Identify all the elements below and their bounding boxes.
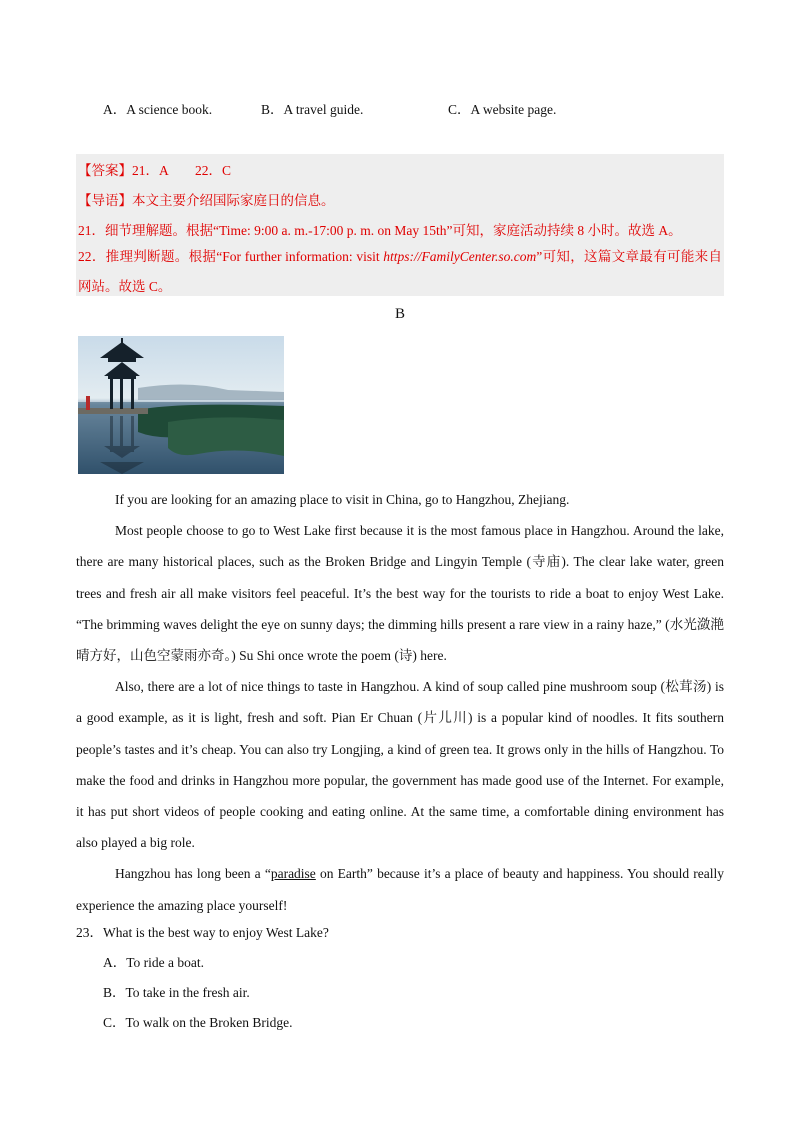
q22-text-start: 22．推理判断题。根据“For further information: visit bbox=[78, 249, 384, 264]
option-b: B．A travel guide. bbox=[261, 102, 364, 117]
guide-text: 本文主要介绍国际家庭日的信息。 bbox=[132, 193, 335, 208]
paragraph-3: Also, there are a lot of nice things to taste in Hangzhou. A kind of soup called pine mushroom soup (松茸汤) is a good example, as it is light, fresh and soft. Pian Er Chuan (片儿川) is a popular kind of noodles. It fits southern people’s tastes and it’s cheap. You can also try Longjing, a kind of green tea. It grows only in the hills of Hangzhou. To make the food and drinks in Hangzhou more popular, the government has made good use of the Internet. For example, it has put short videos of people cooking and eating online. At the same time, a comfortable dining environment has also played a big role. bbox=[76, 679, 724, 851]
underlined-word: paradise bbox=[270, 866, 316, 882]
west-lake-pavilion-photo bbox=[78, 336, 284, 474]
answer-explanation-box bbox=[76, 154, 724, 296]
question-23-option-a: A．To ride a boat. bbox=[103, 955, 205, 970]
q22-explanation bbox=[78, 242, 722, 302]
guide-label: 【导语】 bbox=[78, 193, 132, 208]
section-heading: B bbox=[394, 306, 405, 322]
guide-line bbox=[78, 189, 335, 209]
answer-line bbox=[78, 159, 231, 179]
q22-url: https://FamilyCenter.so.com bbox=[383, 249, 537, 264]
option-a: A．A science book. bbox=[103, 102, 213, 117]
paragraph-4 bbox=[76, 858, 724, 920]
question-23-stem: 23．What is the best way to enjoy West Lake? bbox=[76, 925, 329, 940]
option-c: C．A website page. bbox=[448, 102, 557, 117]
question-23-option-b: B．To take in the fresh air. bbox=[103, 985, 250, 1000]
paragraph-4-end: on Earth” because it’s a place of beauty and happiness. You should really experience the amazing place yourself! bbox=[76, 866, 724, 913]
paragraph-1: If you are looking for an amazing place to visit in China, go to Hangzhou, Zhejiang. bbox=[115, 492, 570, 507]
answer-text: 21．A 22．C bbox=[132, 163, 232, 178]
paragraph-4-start: Hangzhou has long been a “ bbox=[115, 866, 271, 882]
q21-explanation: 21．细节理解题。根据“Time: 9:00 a. m.-17:00 p. m. on May 15th”可知，家庭活动持续 8 小时。故选 A。 bbox=[78, 223, 682, 238]
q22-text-end: ”可知，这篇文章最有可能来自网站。故选 C。 bbox=[78, 249, 722, 294]
question-23-option-c: C．To walk on the Broken Bridge. bbox=[103, 1015, 293, 1030]
article-body bbox=[76, 484, 724, 921]
answer-label: 【答案】 bbox=[78, 163, 132, 178]
paragraph-2: Most people choose to go to West Lake first because it is the most famous place in Hangzhou. Around the lake, there are many historical places, such as the Broken Bridge and Lingyin Temple (寺庙). The clear lake water, green trees and fresh air all make visitors feel peaceful. It’s the best way for the tourists to ride a boat to enjoy West Lake. “The brimming waves delight the eye on sunny days; the dimming hills present a rare view in a rainy haze,” (水光潋滟晴方好，山色空蒙雨亦奇。) Su Shi once wrote the poem (诗) here. bbox=[76, 523, 724, 664]
